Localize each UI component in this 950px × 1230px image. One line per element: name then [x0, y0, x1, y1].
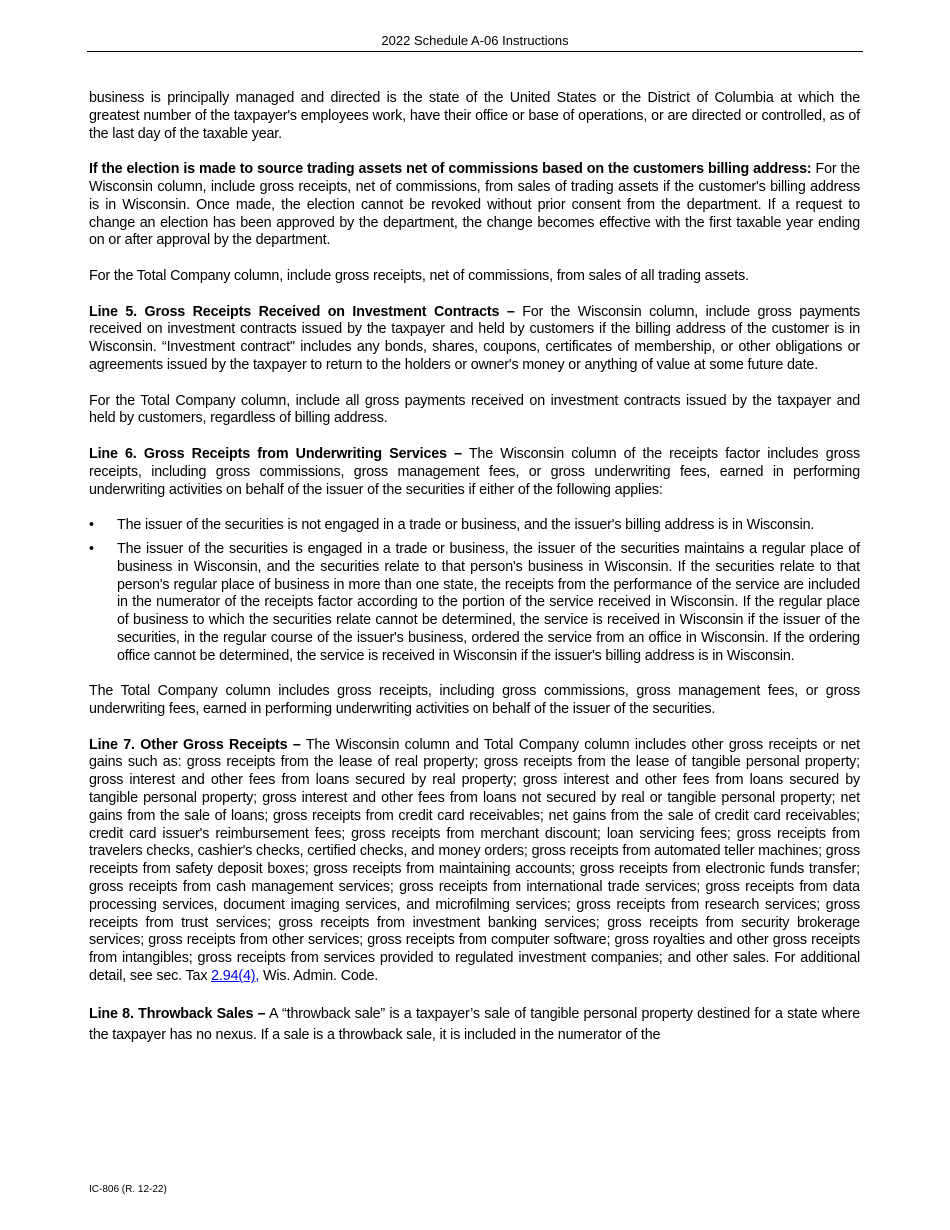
bullet-icon: •	[89, 517, 94, 534]
tax-code-link[interactable]: 2.94(4),	[211, 968, 260, 985]
bullet-list	[89, 517, 860, 665]
paragraph-line-5	[89, 304, 860, 375]
paragraph-text: For the Wisconsin column, include gross payments received on investment contracts issued by the taxpayer and held by customers if the billing address of the customer is in Wisconsin. “Investment contract" includes any bonds, shares, coupons, certificates of membership, or other obligations or agreements issued by the taxpayer to return to the holders or owner's money or anything of value at some future date.	[89, 303, 861, 373]
paragraph-heading: Line 5. Gross Receipts Received on Investment Contracts –	[89, 303, 515, 320]
header-rule	[87, 51, 863, 52]
paragraph-heading: If the election is made to source trading assets net of commissions based on the customers billing address:	[89, 161, 812, 178]
bullet-icon: •	[89, 540, 94, 557]
paragraph-line-8	[89, 1004, 860, 1047]
paragraph-line-6	[89, 446, 860, 499]
paragraph-text: The Wisconsin column and Total Company column includes other gross receipts or net gains such as: gross receipts from the lease of real property; gross receipts from the lease of tangible personal property; gross interest and other fees from loans secured by real property; gross interest and other fees from loans secured by tangible personal property; gross interest and other fees from loans not secured by real or tangible personal property; net gains from the sale of loans; gross receipts from credit card receivables; net gains from the sale of credit card receivables; credit card issuer's reimbursement fees; gross receipts from merchant discount; loan servicing fees; gross receipts from travelers checks, cashier's checks, certified checks, and money orders; gross receipts from automated teller machines; gross receipts from safety deposit boxes; gross receipts from maintaining accounts; gross receipts from electronic funds transfer; gross receipts from cash management services; gross receipts from international trade services; gross receipts from data processing services, document imaging services, and microfilming services; gross receipts from research services; gross receipts from trust services; gross receipts from investment banking services; gross receipts from security brokerage services; gross receipts from other services; gross receipts from computer software; gross royalties and other gross receipts from intangibles; gross receipts from services provided to regulated investment companies; and other sales. For additional detail, see sec. Tax	[89, 736, 860, 985]
paragraph-text: The Wisconsin column of the receipts factor includes gross receipts, including gross commissions, gross management fees, or gross underwriting fees, earned in performing underwriting activities on behalf of the issuer of the securities if either of the following applies:	[89, 445, 860, 498]
list-item	[89, 517, 860, 535]
paragraph-line-7	[89, 737, 860, 986]
list-item-text: The issuer of the securities is engaged in a trade or business, the issuer of the securities maintains a regular place of business in Wisconsin, and the securities relate to that person's business in Wisconsin. If the securities relate to that person's regular place of business in more than one state, the receipts from the performance of the service are included in the numerator of the receipts factor according to the portion of the service received in Wisconsin. If the regular place of business to which the securities relate cannot be determined, the service is received in Wisconsin if the issuer of the securities, in the regular course of the issuer's business, ordered the service from an office in Wisconsin. If the ordering office cannot be determined, the service is received in Wisconsin if the issuer's billing address is in Wisconsin.	[117, 540, 860, 664]
paragraph-text: A “throwback sale” is a taxpayer’s sale of tangible personal property destined for a state where the taxpayer has no nexus. If a sale is a throwback sale, it is included in the numerator of the	[89, 1005, 860, 1044]
form-id: IC-806 (R. 12-22)	[89, 1184, 167, 1195]
list-item	[89, 541, 860, 666]
paragraph: For the Total Company column, include gross receipts, net of commissions, from sales of all trading assets.	[89, 267, 749, 284]
paragraph-heading: Line 8. Throwback Sales –	[89, 1005, 266, 1022]
paragraph-election	[89, 161, 860, 250]
paragraph-heading: Line 7. Other Gross Receipts –	[89, 736, 301, 753]
paragraph-text: For the Wisconsin column, include gross receipts, net of commissions, from sales of trading assets if the customer's billing address is in Wisconsin. Once made, the election cannot be revoked without prior consent from the department. If a request to change an election has been approved by the department, the change becomes effective with the first taxable year ending on or after approval by the department.	[89, 161, 860, 249]
paragraph: business is principally managed and directed is the state of the United States or the District of Columbia at which the greatest number of the taxpayer's employees work, have their office or base of operations, or are directed or controlled, as of the last day of the taxable year.	[89, 90, 860, 142]
paragraph: The Total Company column includes gross receipts, including gross commissions, gross management fees, or gross underwriting fees, earned in performing underwriting activities on behalf of the issuer of the securities.	[89, 683, 860, 718]
paragraph-heading: Line 6. Gross Receipts from Underwriting Services –	[89, 445, 462, 462]
paragraph: For the Total Company column, include all gross payments received on investment contracts issued by the taxpayer and held by customers, regardless of billing address.	[89, 392, 860, 427]
paragraph-text: Wis. Admin. Code.	[259, 968, 379, 985]
page-header: 2022 Schedule A-06 Instructions	[381, 33, 569, 48]
list-item-text: The issuer of the securities is not engaged in a trade or business, and the issuer's billing address is in Wisconsin.	[117, 517, 815, 534]
document-body	[89, 90, 860, 1064]
